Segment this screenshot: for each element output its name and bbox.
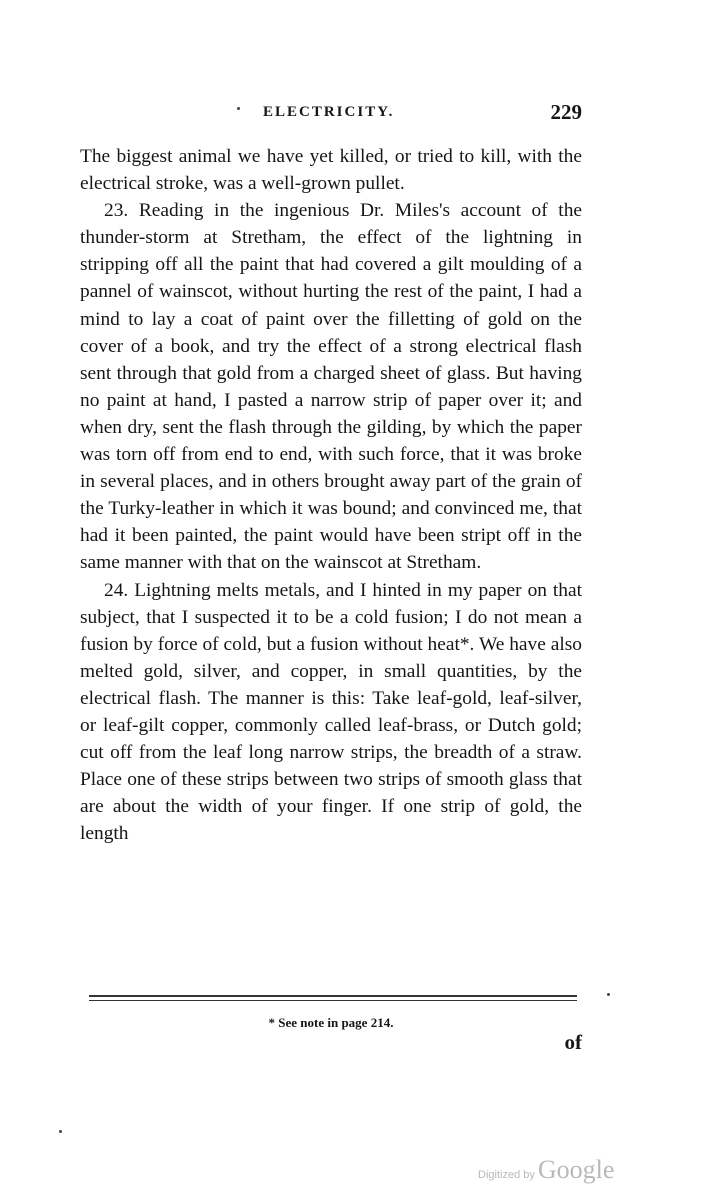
paragraph-continued: The biggest animal we have yet killed, or tried to kill, with the electrical stroke, was a well-grown pullet. [80, 146, 582, 195]
watermark-brand: Google [537, 1155, 615, 1184]
paragraph-23: 23. Reading in the ingenious Dr. Miles's account of the thunder-storm at Stretham, the effect of the lightning in stripping off all the paint that had covered a gilt moulding of a pannel of wainscot, without hurting the rest of the paint, I had a mind to lay a coat of paint over the filletting of gold on the cover of a book, and try the effect of a strong electrical flash sent through that gold from a charged sheet of glass. But having no paint at hand, I pasted a narrow strip of paper over it; and when dry, sent the flash through the gilding, by which the paper was torn off from end to end, with such force, that it was broke in several places, and in others brought away part of the grain of the Turky-leather in which it was bound; and convinced me, that had it been painted, the paint would have been stript off in the same manner with that on the wainscot at Stretham. [80, 200, 582, 574]
ink-speck [607, 993, 610, 996]
running-header [80, 100, 582, 128]
footnote-rule-thin [89, 1000, 577, 1001]
body-text [80, 143, 582, 847]
ink-speck [59, 1130, 62, 1133]
running-title: ELECTRICITY. [263, 104, 395, 120]
page-number: 229 [550, 100, 582, 124]
catchword: of [564, 1030, 582, 1054]
paragraph-24: 24. Lightning melts metals, and I hinted in my paper on that subject, that I suspected it to be a cold fusion; I do not mean a fusion by force of cold, but a fusion without heat*. We have also melted gold, silver, and copper, in small quantities, by the electrical flash. The manner is this: Take leaf-gold, leaf-silver, or leaf-gilt copper, commonly called leaf-brass, or Dutch gold; cut off from the leaf long narrow strips, the breadth of a straw. Place one of these strips between two strips of smooth glass that are about the width of your finger. If one strip of gold, the length [80, 579, 582, 845]
footnote: * See note in page 214. [268, 1015, 394, 1030]
digitization-watermark [478, 1155, 614, 1185]
watermark-prefix: Digitized by [478, 1169, 535, 1181]
footnote-rule [89, 995, 577, 997]
